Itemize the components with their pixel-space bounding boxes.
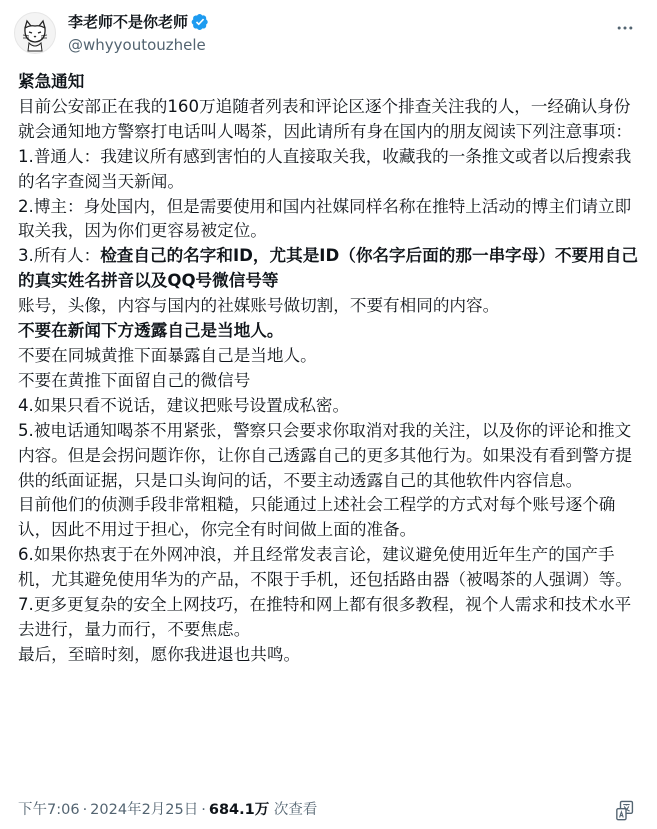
tweet-paragraph (18, 344, 646, 369)
tweet-paragraph (18, 493, 646, 543)
tweet-header (0, 0, 657, 64)
meta-separator: · (201, 802, 206, 818)
translate-button[interactable] (615, 800, 639, 824)
tweet-text-span: 最后，至暗时刻，愿你我进退也共鸣。 (18, 644, 301, 664)
tweet-text-span: 2.博主：身处国内，但是需要使用和国内社媒同样名称在推特上活动的博主们请立即取关我，因为你们更容易被定位。 (18, 196, 632, 241)
tweet-date[interactable]: 2024年2月25日 (90, 802, 199, 818)
tweet-paragraph (18, 394, 646, 419)
tweet-paragraph (18, 145, 646, 195)
author-handle[interactable]: @whyyoutouzhele (68, 36, 206, 54)
more-options-button[interactable] (613, 16, 637, 40)
tweet-paragraph (18, 195, 646, 245)
tweet-paragraph (18, 369, 646, 394)
tweet-paragraph (18, 95, 646, 145)
cat-sketch-avatar-icon (15, 13, 55, 53)
tweet-text-span: 目前他们的侦测手段非常粗糙，只能通过上述社会工程学的方式对每个账号逐个确认，因此不用过于担心，你完全有时间做上面的准备。 (18, 495, 616, 540)
tweet-text-span: 4.如果只看不说话，建议把账号设置成私密。 (18, 395, 350, 415)
views-label: 次查看 (273, 802, 318, 818)
tweet-text-span: 5.被电话通知喝茶不用紧张，警察只会要求你取消对我的关注，以及你的评论和推文内容。但是会拐问题诈你，让你自己透露自己的更多其他行为。如果没有看到警方提供的纸面证据，只是口头询问的话，不要主动透露自己的其他软件内容信息。 (18, 420, 632, 490)
tweet-paragraph (18, 543, 646, 593)
translate-icon (615, 800, 637, 822)
tweet-text-span: 不要在同城黄推下面暴露自己是当地人。 (18, 345, 317, 365)
tweet-text-span: 1.普通人：我建议所有感到害怕的人直接取关我，收藏我的一条推文或者以后搜索我的名字查阅当天新闻。 (18, 146, 632, 191)
verified-badge-icon (191, 13, 209, 31)
tweet-text-span: 不要在黄推下面留自己的微信号 (18, 370, 251, 390)
tweet-text-bold: 不要在新闻下方透露自己是当地人。 (18, 321, 284, 341)
tweet-text-span: 7.更多更复杂的安全上网技巧，在推特和网上都有很多教程，视个人需求和技术水平去进行，量力而行，不要焦虑。 (18, 595, 632, 639)
tweet-paragraph (18, 70, 646, 95)
more-horizontal-icon (615, 18, 635, 38)
tweet-text-span: 目前公安部正在我的160万追随者列表和评论区逐个排查关注我的人，一经确认身份就会通知地方警察打电话叫人喝茶，因此请所有身在国内的朋友阅读下列注意事项： (18, 96, 632, 141)
tweet-metadata (18, 800, 317, 820)
tweet-time[interactable]: 下午7:06 (18, 802, 80, 818)
meta-separator: · (82, 802, 88, 818)
avatar[interactable] (14, 12, 56, 54)
tweet-paragraph (18, 294, 646, 319)
tweet-paragraph (18, 643, 646, 668)
tweet-text-bold: 检查自己的名字和ID，尤其是ID（你名字后面的那一串字母）不要用自己的真实姓名拼音以及QQ号微信号等 (18, 246, 638, 291)
tweet-text-span: 3.所有人： (18, 246, 101, 266)
tweet-text (18, 70, 646, 668)
tweet-paragraph (18, 419, 646, 494)
tweet-text-bold: 紧急通知 (18, 72, 85, 91)
tweet-paragraph (18, 244, 646, 294)
tweet-text-span: 账号，头像，内容与国内的社媒账号做切割，不要有相同的内容。 (18, 296, 500, 316)
tweet-text-span: 6.如果你热衷于在外网冲浪，并且经常发表言论，建议避免使用近年生产的国产手机，尤其避免使用华为的产品，不限于手机，还包括路由器（被喝茶的人强调）等。 (18, 545, 632, 590)
author-display-name[interactable]: 李老师不是你老师 (68, 13, 189, 31)
tweet-paragraph (18, 319, 646, 344)
tweet-paragraph (18, 593, 646, 643)
views-count: 684.1万 (208, 802, 270, 818)
